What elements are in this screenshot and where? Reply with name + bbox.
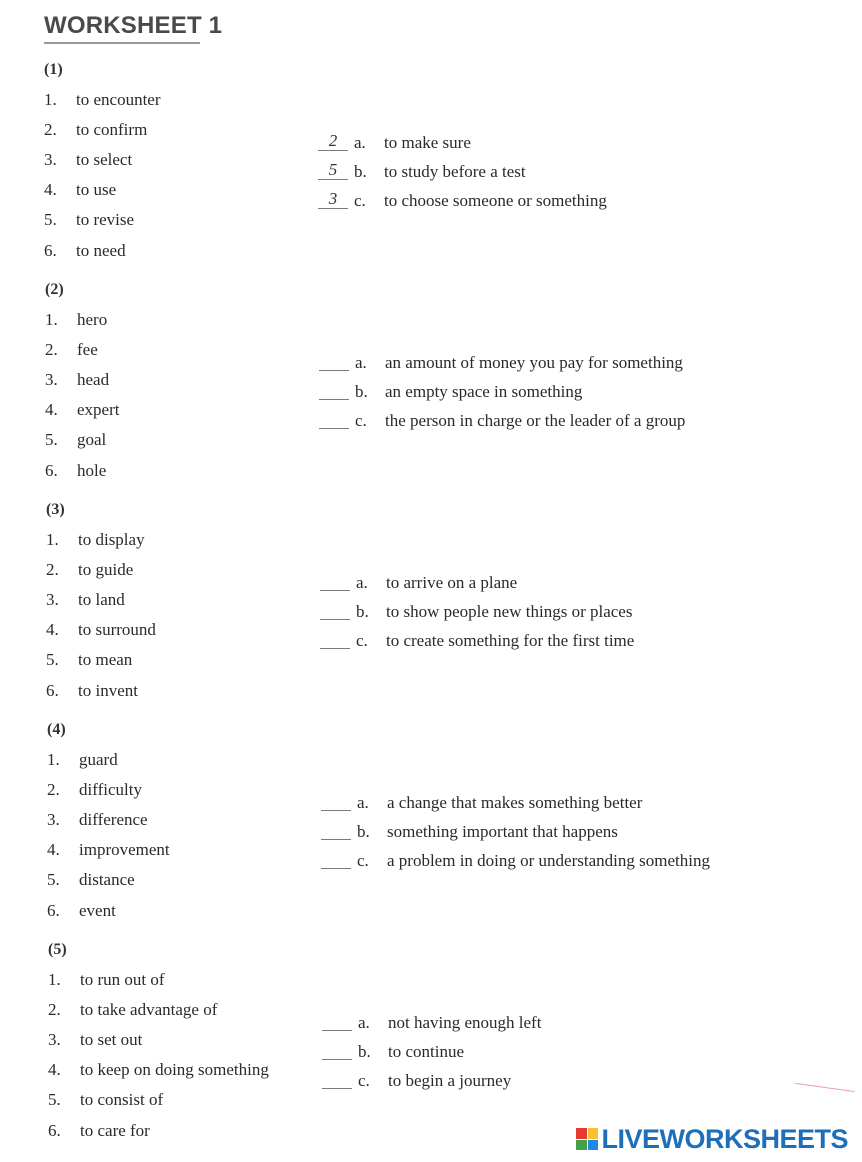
word-number: 4. <box>47 840 60 860</box>
definition-text: a problem in doing or understanding something <box>387 851 710 871</box>
word-number: 4. <box>48 1060 61 1080</box>
word-item <box>46 589 125 611</box>
definition-letter: a. <box>356 573 368 592</box>
word-number: 6. <box>44 240 57 260</box>
section-1 <box>0 61 862 274</box>
word-number: 4. <box>45 400 58 420</box>
word-item <box>45 460 106 482</box>
word-item <box>45 369 109 391</box>
logo-squares-icon <box>576 1128 598 1150</box>
word-text: difference <box>79 810 148 830</box>
word-number: 2. <box>44 120 57 140</box>
word-item <box>44 149 132 171</box>
word-number: 3. <box>46 590 59 610</box>
definition-item <box>321 821 618 843</box>
definition-letter: a. <box>358 1013 370 1032</box>
word-number: 6. <box>46 680 59 700</box>
word-item <box>48 999 217 1021</box>
word-item <box>47 809 148 831</box>
answer-blank[interactable] <box>319 381 349 400</box>
answer-blank[interactable] <box>321 792 351 811</box>
word-text: to set out <box>80 1030 143 1050</box>
word-item <box>44 240 126 262</box>
definition-letter: a. <box>357 793 369 812</box>
word-item <box>45 429 106 451</box>
definition-text: an empty space in something <box>385 382 583 402</box>
word-text: to invent <box>78 680 138 700</box>
word-item <box>47 839 170 861</box>
section-label: (3) <box>46 501 65 518</box>
word-text: to display <box>78 530 145 549</box>
section-label: (4) <box>47 721 66 738</box>
word-text: distance <box>79 870 135 890</box>
word-number: 2. <box>45 340 58 360</box>
word-item <box>47 749 118 771</box>
definition-letter: a. <box>355 353 367 372</box>
definition-item <box>319 352 683 374</box>
word-text: to mean <box>78 650 133 670</box>
word-item <box>47 779 142 801</box>
answer-blank[interactable] <box>322 1070 352 1089</box>
section-label: (2) <box>45 281 64 298</box>
word-item <box>48 1059 269 1081</box>
word-item <box>48 1089 163 1111</box>
definition-item <box>320 630 634 652</box>
definition-text: to study before a test <box>384 162 526 182</box>
word-number: 3. <box>44 150 57 170</box>
word-text: expert <box>77 400 120 420</box>
definition-text: to begin a journey <box>388 1071 512 1091</box>
definition-item <box>322 1041 464 1063</box>
word-number: 5. <box>46 650 59 670</box>
word-item <box>46 619 156 641</box>
word-text: to take advantage of <box>80 1000 218 1020</box>
word-item <box>44 179 116 201</box>
word-number: 1. <box>45 310 58 329</box>
definition-text: an amount of money you pay for something <box>385 353 683 372</box>
title-underline <box>44 42 200 44</box>
definition-item <box>322 1070 511 1092</box>
definition-text: to make sure <box>384 133 471 152</box>
word-text: to consist of <box>80 1090 164 1110</box>
definition-letter: b. <box>356 602 369 622</box>
word-number: 1. <box>44 90 57 109</box>
word-item <box>46 649 132 671</box>
section-3 <box>0 501 862 714</box>
word-text: head <box>77 370 110 390</box>
word-item <box>48 1029 142 1051</box>
word-number: 2. <box>48 1000 61 1020</box>
answer-blank[interactable] <box>320 601 350 620</box>
answer-blank[interactable] <box>322 1041 352 1060</box>
word-text: event <box>79 900 116 920</box>
word-text: to revise <box>76 210 135 230</box>
word-text: to select <box>76 150 133 170</box>
definition-item <box>321 850 710 872</box>
answer-blank[interactable]: 5 <box>318 161 348 180</box>
word-text: to confirm <box>76 120 148 140</box>
word-text: to need <box>76 240 126 260</box>
word-number: 6. <box>47 900 60 920</box>
answer-blank[interactable] <box>321 850 351 869</box>
definition-letter: a. <box>354 133 366 152</box>
logo-text: LIVEWORKSHEETS <box>601 1123 848 1154</box>
answer-blank[interactable] <box>322 1012 352 1031</box>
definition-letter: c. <box>355 411 367 431</box>
definition-text: to create something for the first time <box>386 631 635 651</box>
word-item <box>48 1120 150 1142</box>
word-number: 2. <box>46 560 59 580</box>
word-number: 6. <box>48 1120 61 1140</box>
definition-letter: c. <box>357 851 369 871</box>
word-number: 4. <box>44 180 57 200</box>
word-text: to surround <box>78 620 156 640</box>
word-number: 5. <box>48 1090 61 1110</box>
word-item <box>48 969 165 991</box>
word-item <box>45 339 98 361</box>
word-text: to run out of <box>80 970 165 989</box>
definition-item <box>319 410 685 432</box>
word-number: 1. <box>47 750 60 769</box>
word-number: 5. <box>47 870 60 890</box>
word-item <box>47 869 135 891</box>
answer-blank[interactable] <box>320 630 350 649</box>
word-item <box>45 399 119 421</box>
definition-letter: b. <box>358 1042 371 1062</box>
word-number: 1. <box>48 970 61 989</box>
word-number: 3. <box>45 370 58 390</box>
answer-blank[interactable] <box>320 572 350 591</box>
definition-text: to show people new things or places <box>386 602 633 622</box>
definition-letter: c. <box>358 1071 370 1091</box>
word-text: to care for <box>80 1120 150 1140</box>
definition-item <box>319 381 582 403</box>
definition-item <box>322 1012 541 1034</box>
answer-blank[interactable] <box>319 410 349 429</box>
section-4 <box>0 721 862 934</box>
word-text: to land <box>78 590 125 610</box>
word-number: 3. <box>47 810 60 830</box>
definition-text: something important that happens <box>387 822 618 842</box>
word-text: hole <box>77 460 107 480</box>
word-item <box>44 89 161 111</box>
word-item <box>45 309 107 331</box>
answer-blank[interactable]: 2 <box>318 132 348 151</box>
answer-blank[interactable] <box>321 821 351 840</box>
worksheet-title: WORKSHEET 1 <box>44 12 223 39</box>
word-text: fee <box>77 340 98 360</box>
word-item <box>46 680 138 702</box>
word-item <box>46 529 145 551</box>
definition-item <box>320 572 517 594</box>
word-number: 2. <box>47 780 60 800</box>
definition-text: a change that makes something better <box>387 793 643 812</box>
word-text: to encounter <box>76 90 161 109</box>
definition-letter: b. <box>357 822 370 842</box>
definition-item <box>321 792 642 814</box>
definition-text: to continue <box>388 1042 465 1062</box>
liveworksheets-logo <box>576 1124 848 1154</box>
definition-letter: b. <box>354 162 367 182</box>
word-number: 1. <box>46 530 59 549</box>
definition-item <box>320 601 632 623</box>
word-text: to use <box>76 180 117 200</box>
word-number: 5. <box>44 210 57 230</box>
word-number: 3. <box>48 1030 61 1050</box>
section-label: (5) <box>48 941 67 958</box>
word-number: 4. <box>46 620 59 640</box>
definition-text: the person in charge or the leader of a group <box>385 411 686 431</box>
word-item <box>46 559 133 581</box>
word-text: improvement <box>79 840 170 860</box>
word-text: to guide <box>78 560 134 580</box>
word-item <box>44 119 147 141</box>
word-text: goal <box>77 430 107 450</box>
word-number: 5. <box>45 430 58 450</box>
definition-letter: c. <box>356 631 368 651</box>
definition-letter: c. <box>354 191 366 211</box>
definition-text: to arrive on a plane <box>386 573 518 592</box>
definition-item <box>318 132 471 154</box>
definition-item <box>318 161 526 183</box>
word-text: to keep on doing something <box>80 1060 269 1080</box>
answer-blank[interactable] <box>319 352 349 371</box>
word-text: guard <box>79 750 118 769</box>
word-item <box>47 900 116 922</box>
section-label: (1) <box>44 61 63 78</box>
section-5 <box>0 941 862 1154</box>
definition-text: not having enough left <box>388 1013 542 1032</box>
definition-letter: b. <box>355 382 368 402</box>
definition-item <box>318 190 607 212</box>
word-number: 6. <box>45 460 58 480</box>
answer-blank[interactable]: 3 <box>318 190 348 209</box>
word-item <box>44 209 134 231</box>
word-text: difficulty <box>79 780 142 800</box>
section-2 <box>0 281 862 494</box>
definition-text: to choose someone or something <box>384 191 607 211</box>
word-text: hero <box>77 310 108 329</box>
